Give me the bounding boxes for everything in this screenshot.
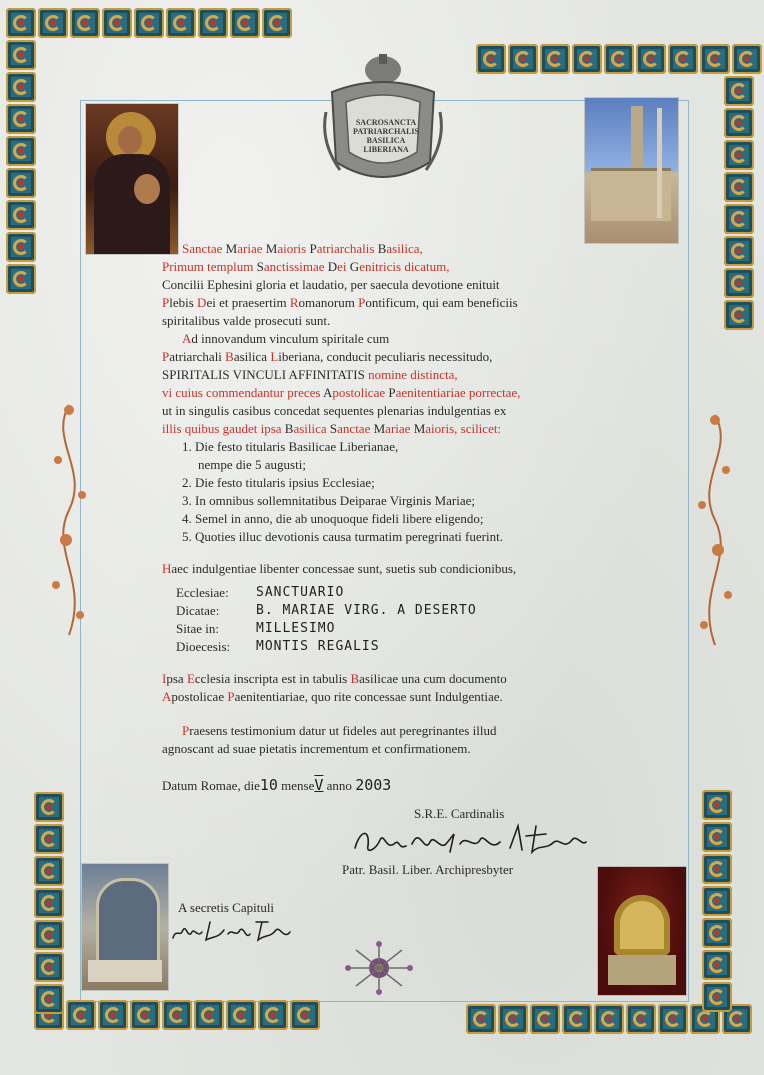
detail-label: Sitae in:: [176, 621, 219, 636]
text-run: cclesia inscripta est in tabulis: [194, 671, 351, 686]
celtic-knot-tile: [604, 44, 634, 74]
celtic-knot-tile: [6, 72, 36, 102]
cardinal-title: S.R.E. Cardinalis: [414, 806, 505, 821]
celtic-knot-tile: [702, 822, 732, 852]
red-initial: aenitentiariae porrectae,: [395, 385, 521, 400]
text-line: [162, 258, 602, 276]
text-line: [162, 348, 602, 366]
date-month: V: [314, 776, 324, 794]
text-run: asilicae una cum documento: [359, 671, 507, 686]
text-run: Concilii Ephesini gloria et laudatio, per saecula devotione enituit: [162, 277, 500, 292]
text-line: [162, 402, 602, 420]
celtic-knot-tile: [724, 236, 754, 266]
celtic-knot-tile: [724, 108, 754, 138]
paragraph-conditions: [162, 560, 602, 578]
seal-line-1: SACROSANCTA: [355, 118, 417, 127]
text-run: G: [349, 259, 360, 274]
red-initial: B: [350, 671, 360, 686]
celtic-knot-tile: [668, 44, 698, 74]
text-line: [162, 312, 602, 330]
detail-value: B. MARIAE VIRG. A DESERTO: [256, 603, 477, 618]
text-run: ut in singulis casibus concedat sequentes plenarias indulgentias ex: [162, 403, 507, 418]
date-year: 2003: [355, 776, 392, 794]
indulgence-list-item: nempe die 5 augusti;: [198, 457, 306, 472]
madonna-icon-image: [86, 104, 178, 254]
celtic-knot-tile: [34, 824, 64, 854]
indulgence-list-item: 5. Quoties illuc devotionis causa turmatim peregrinati fuerint.: [182, 529, 503, 544]
chapter-secretary-title: A secretis Capituli: [178, 900, 275, 915]
text-run: S: [329, 421, 338, 436]
red-initial: P: [162, 295, 170, 310]
text-run: P: [309, 241, 317, 256]
red-initial: nomine distincta,: [364, 367, 458, 382]
text-run: lebis: [169, 295, 198, 310]
text-run: B: [284, 421, 294, 436]
red-initial: vi cuius commendantur preces: [162, 385, 324, 400]
celtic-knot-tile: [724, 204, 754, 234]
detail-row: [176, 584, 477, 602]
date-anno-label: anno: [326, 778, 352, 793]
celtic-knot-tile: [258, 1000, 288, 1030]
celtic-knot-tile: [724, 300, 754, 330]
text-run: M: [265, 241, 278, 256]
text-run: atriarchali: [169, 349, 226, 364]
celtic-knot-tile: [162, 1000, 192, 1030]
knot-border-bottom-left: [34, 1000, 320, 1030]
celtic-knot-tile: [626, 1004, 656, 1034]
celtic-knot-tile: [34, 856, 64, 886]
celtic-knot-tile: [562, 1004, 592, 1034]
text-run: aec indulgentiae libenter concessae sunt, suetis sub condicionibus,: [171, 561, 517, 576]
text-line: [162, 560, 602, 578]
bottom-floral-ornament: [336, 938, 422, 998]
red-initial: Primum templum: [162, 259, 257, 274]
paragraph-spiritual-bond: [162, 330, 602, 438]
celtic-knot-tile: [34, 920, 64, 950]
secretary-signature: [170, 916, 295, 946]
celtic-knot-tile: [102, 8, 132, 38]
text-run: omanorum: [298, 295, 359, 310]
red-initial: Sanctae: [182, 241, 226, 256]
knot-border-top-left: [6, 8, 292, 38]
indulgence-list-item: 4. Semel in anno, die ab unoquoque fideli libere eligendo;: [182, 511, 484, 526]
red-initial: aioris: [277, 241, 310, 256]
paragraph-testimony: [162, 722, 496, 758]
text-line: [162, 420, 602, 438]
text-run: D: [327, 259, 338, 274]
red-initial: R: [289, 295, 299, 310]
certificate-body: [162, 240, 602, 578]
red-initial: A: [162, 689, 172, 704]
right-vine-ornament: [690, 410, 740, 650]
text-run: d innovandum vinculum spiritale cum: [191, 331, 390, 346]
text-line: [162, 688, 507, 706]
celtic-knot-tile: [530, 1004, 560, 1034]
text-run: M: [413, 421, 426, 436]
indulgence-list-item: 3. In omnibus sollemnitatibus Deiparae Virginis Mariae;: [182, 493, 475, 508]
red-initial: asilica: [293, 421, 330, 436]
celtic-knot-tile: [658, 1004, 688, 1034]
celtic-knot-tile: [230, 8, 260, 38]
celtic-knot-tile: [66, 1000, 96, 1030]
celtic-knot-tile: [6, 8, 36, 38]
detail-value: SANCTUARIO: [256, 585, 345, 600]
text-run: M: [373, 421, 386, 436]
text-run: ontificum, qui eam beneficiis: [365, 295, 518, 310]
seal-text: [350, 118, 422, 154]
celtic-knot-tile: [134, 8, 164, 38]
red-initial: anctae: [337, 421, 374, 436]
celtic-knot-tile: [466, 1004, 496, 1034]
paragraph-inscription: [162, 670, 507, 706]
date-day: 10: [259, 776, 278, 794]
detail-label: Dioecesis:: [176, 639, 231, 654]
celtic-knot-tile: [166, 8, 196, 38]
celtic-knot-tile: [262, 8, 292, 38]
text-run: B: [377, 241, 387, 256]
basilica-facade-image: [585, 98, 678, 243]
celtic-knot-tile: [6, 232, 36, 262]
seal-line-3: LIBERIANA: [363, 145, 409, 154]
celtic-knot-tile: [702, 790, 732, 820]
celtic-knot-tile: [724, 268, 754, 298]
celtic-knot-tile: [508, 44, 538, 74]
red-initial: P: [227, 689, 235, 704]
red-initial: postolicae: [332, 385, 389, 400]
text-run: asilica: [233, 349, 271, 364]
text-run: agnoscant ad suae pietatis incrementum et confirmationem.: [162, 741, 471, 756]
celtic-knot-tile: [732, 44, 762, 74]
knot-border-right-bottom: [702, 790, 732, 1012]
red-initial: P: [162, 349, 170, 364]
red-initial: D: [197, 295, 207, 310]
text-line: [162, 740, 496, 758]
celtic-knot-tile: [572, 44, 602, 74]
celtic-knot-tile: [724, 172, 754, 202]
celtic-knot-tile: [34, 792, 64, 822]
detail-row: [176, 620, 477, 638]
text-run: psa: [166, 671, 187, 686]
red-initial: ariae: [237, 241, 266, 256]
red-initial: P: [182, 723, 190, 738]
celtic-knot-tile: [34, 888, 64, 918]
celtic-knot-tile: [702, 854, 732, 884]
celtic-knot-tile: [498, 1004, 528, 1034]
text-run: iberiana, conducit peculiaris necessitudo,: [278, 349, 493, 364]
text-run: S: [256, 259, 264, 274]
text-line: [162, 276, 602, 294]
archipresbyter-title: Patr. Basil. Liber. Archipresbyter: [342, 862, 514, 877]
red-initial: I: [162, 671, 167, 686]
celtic-knot-tile: [702, 982, 732, 1012]
text-line: [162, 366, 602, 384]
celtic-knot-tile: [702, 918, 732, 948]
celtic-knot-tile: [6, 168, 36, 198]
celtic-knot-tile: [130, 1000, 160, 1030]
text-line: [162, 670, 507, 688]
red-initial: H: [162, 561, 172, 576]
detail-row: [176, 638, 477, 656]
celtic-knot-tile: [702, 950, 732, 980]
reliquary-image: [598, 867, 686, 995]
celtic-knot-tile: [98, 1000, 128, 1030]
celtic-knot-tile: [476, 44, 506, 74]
text-line: [162, 722, 496, 740]
knot-border-right-top: [724, 76, 754, 330]
celtic-knot-tile: [6, 104, 36, 134]
knot-border-top-right: [476, 44, 762, 74]
celtic-knot-tile: [700, 44, 730, 74]
celtic-knot-tile: [724, 140, 754, 170]
red-initial: ariae: [385, 421, 414, 436]
celtic-knot-tile: [70, 8, 100, 38]
detail-label: Dicatae:: [176, 603, 220, 618]
red-initial: asilica,: [386, 241, 423, 256]
celtic-knot-tile: [226, 1000, 256, 1030]
celtic-knot-tile: [6, 40, 36, 70]
text-run: postolicae: [171, 689, 228, 704]
seal-line-2: PATRIARCHALIS BASILICA: [353, 127, 419, 145]
celtic-knot-tile: [6, 136, 36, 166]
text-run: A: [323, 385, 333, 400]
knot-border-left-top: [6, 40, 36, 294]
text-run: spiritalibus valde prosecuti sunt.: [162, 313, 331, 328]
red-initial: anctissimae: [263, 259, 328, 274]
celtic-knot-tile: [594, 1004, 624, 1034]
celtic-knot-tile: [724, 76, 754, 106]
red-initial: P: [358, 295, 366, 310]
celtic-knot-tile: [290, 1000, 320, 1030]
red-initial: atriarchalis: [316, 241, 378, 256]
detail-value: MILLESIMO: [256, 621, 336, 636]
red-initial: E: [186, 671, 195, 686]
text-run: raesens testimonium datur ut fideles aut peregrinantes illud: [189, 723, 497, 738]
red-initial: enitricis dicatum,: [359, 259, 450, 274]
celtic-knot-tile: [38, 8, 68, 38]
celtic-knot-tile: [198, 8, 228, 38]
text-run: ei et praesertim: [206, 295, 290, 310]
celtic-knot-tile: [34, 984, 64, 1014]
celtic-knot-tile: [6, 200, 36, 230]
text-line: [162, 330, 602, 348]
cardinal-signature: [350, 820, 590, 860]
text-line: [162, 294, 602, 312]
celtic-knot-tile: [636, 44, 666, 74]
church-details: [176, 584, 477, 656]
celtic-knot-tile: [194, 1000, 224, 1030]
left-vine-ornament: [44, 400, 94, 640]
celtic-knot-tile: [34, 952, 64, 982]
date-mense-label: mense: [281, 778, 315, 793]
red-initial: ei: [337, 259, 350, 274]
text-line: [162, 384, 602, 402]
red-initial: B: [225, 349, 234, 364]
indulgence-list-item: 2. Die festo titularis ipsius Ecclesiae;: [182, 475, 375, 490]
text-line: [162, 240, 602, 258]
detail-label: Ecclesiae:: [176, 585, 229, 600]
red-initial: aioris, scilicet:: [425, 421, 502, 436]
red-initial: A: [182, 331, 192, 346]
paragraph-basilica-intro: [162, 240, 602, 330]
knot-border-left-bottom: [34, 792, 64, 1014]
text-run: M: [225, 241, 238, 256]
date-line: [162, 776, 391, 795]
indulgence-list: [162, 438, 602, 546]
text-run: aenitentiariae, quo rite concessae sunt Indulgentiae.: [234, 689, 503, 704]
chapel-interior-image: [82, 864, 168, 990]
celtic-knot-tile: [540, 44, 570, 74]
red-initial: illis quibus gaudet ipsa: [162, 421, 285, 436]
indulgence-list-item: 1. Die festo titularis Basilicae Liberianae,: [182, 439, 399, 454]
red-initial: L: [270, 349, 279, 364]
text-run: P: [388, 385, 396, 400]
celtic-knot-tile: [702, 886, 732, 916]
detail-row: [176, 602, 477, 620]
date-prefix: Datum Romae, die: [162, 778, 260, 793]
detail-value: MONTIS REGALIS: [256, 639, 380, 654]
text-run: SPIRITALIS VINCULI AFFINITATIS: [162, 367, 365, 382]
celtic-knot-tile: [6, 264, 36, 294]
